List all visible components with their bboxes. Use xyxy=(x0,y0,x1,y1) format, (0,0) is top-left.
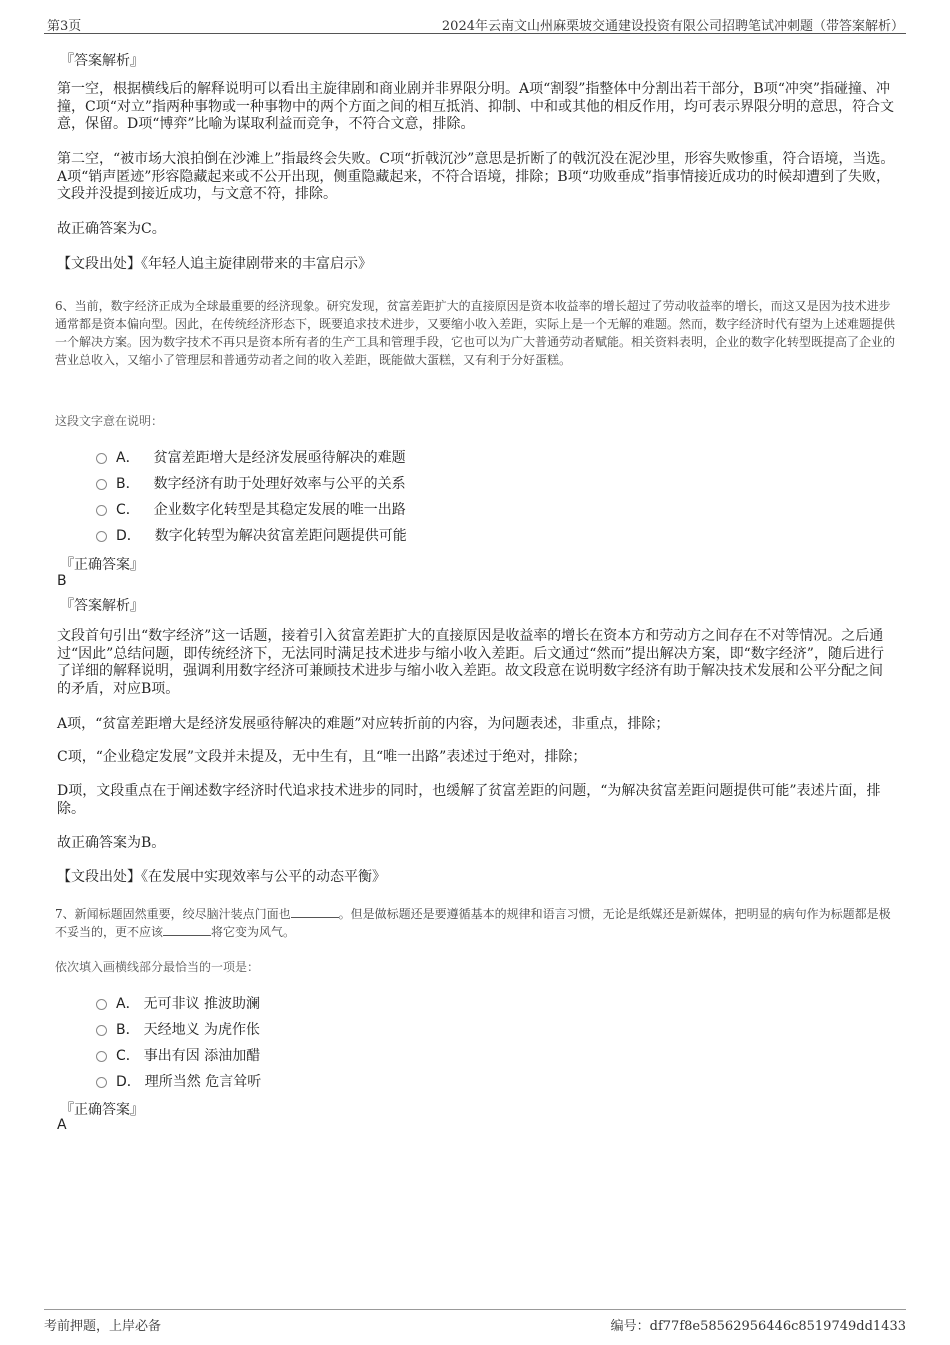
q7-answer: A xyxy=(57,1117,67,1133)
q5-conclusion: 故正确答案为C。 xyxy=(57,221,166,237)
q7-answer-label: 『正确答案』 xyxy=(60,1102,144,1118)
q7-option-b[interactable]: B． 天经地义 为虎作伥 xyxy=(96,1019,260,1039)
q6-option-c[interactable]: C． 企业数字化转型是其稳定发展的唯一出路 xyxy=(96,499,406,519)
q6-option-b[interactable]: B． 数字经济有助于处理好效率与公平的关系 xyxy=(96,473,406,493)
document-title: 2024年云南文山州麻栗坡交通建设投资有限公司招聘笔试冲刺题（带答案解析） xyxy=(441,19,904,34)
q6-question-text: 6、当前，数字经济正成为全球最重要的经济现象。研究发现，贫富差距扩大的直接原因是资本收益率的增长超过了劳动收益率的增长，而这又是因为技术进步通常都是资本偏向型。因此，在传统经济形态下，既要追求技术进步，又要缩小收入差距，实际上是一个无解的难题。然而，数字经济时代有望为上述难题提供一个解决方案。因为数字技术不再只是资本所有者的生产工具和管理手段，它也可以为广大普通劳动者赋能。相关资料表明，企业的数字化转型既提高了企业的营业总收入，又缩小了管理层和普通劳动者之间的收入差距，既能做大蛋糕，又有利于分好蛋糕。 xyxy=(55,299,896,367)
q6-analysis-option-c: C项，“企业稳定发展”文段并未提及，无中生有，且“唯一出路”表述过于绝对，排除； xyxy=(57,749,587,765)
q5-analysis-para1: 第一空，根据横线后的解释说明可以看出主旋律剧和商业剧并非界限分明。A项“割裂”指整体中分割出若干部分，B项“冲突”指碰撞、冲撞，C项“对立”指两种事物或一种事物中的两个方面之间的相互抵消、抑制、中和或其他的相反作用，均可表示界限分明的意思，符合文意，保留。D项“博弈”比喻为谋取利益而竞争，不符合文意，排除。 xyxy=(57,81,895,132)
q7-stem: 依次填入画横线部分最恰当的一项是： xyxy=(55,960,260,974)
radio-button[interactable] xyxy=(96,999,107,1010)
radio-button[interactable] xyxy=(96,505,107,516)
page-header xyxy=(44,13,906,34)
q6-source: 【文段出处】《在发展中实现效率与公平的动态平衡》 xyxy=(57,869,386,885)
q7-question-text: 7、新闻标题固然重要，绞尽脑汁装点门面也 。但是做标题还是要遵循基本的规律和语言习惯，无论是纸媒还是新媒体，把明显的病句作为标题都是极不妥当的，更不应该 将它变为风气。 xyxy=(55,907,891,939)
q6-analysis-label: 『答案解析』 xyxy=(60,598,144,614)
q5-analysis-para2: 第二空，“被市场大浪拍倒在沙滩上”指最终会失败。C项“折戟沉沙”意思是折断了的戟沉没在泥沙里，形容失败惨重，符合语境，当选。A项“销声匿迹”形容隐藏起来或不公开出现，侧重隐藏起来，不符合语境，排除；B项“功败垂成”指事情接近成功的时候却遭到了失败，文段并没提到接近成功，与文意不符，排除。 xyxy=(57,151,895,202)
page-number: 第3页 xyxy=(47,19,82,34)
q6-answer: B xyxy=(57,573,67,589)
page-footer xyxy=(44,1309,906,1340)
q6-option-a[interactable]: A． 贫富差距增大是经济发展亟待解决的难题 xyxy=(96,447,406,467)
radio-button[interactable] xyxy=(96,453,107,464)
q6-analysis-option-d: D项，文段重点在于阐述数字经济时代追求技术进步的同时，也缓解了贫富差距的问题，“为解决贫富差距问题提供可能”表述片面，排除。 xyxy=(57,783,881,817)
radio-button[interactable] xyxy=(96,479,107,490)
radio-button[interactable] xyxy=(96,1051,107,1062)
q6-answer-label: 『正确答案』 xyxy=(60,557,144,573)
q7-option-d[interactable]: D． 理所当然 危言耸听 xyxy=(96,1071,261,1091)
q6-option-d[interactable]: D． 数字化转型为解决贫富差距问题提供可能 xyxy=(96,525,407,545)
q6-stem: 这段文字意在说明： xyxy=(55,414,164,428)
q6-analysis-option-a: A项，“贫富差距增大是经济发展亟待解决的难题”对应转折前的内容，为问题表述，非重点，排除； xyxy=(57,716,670,732)
q5-source: 【文段出处】《年轻人追主旋律剧带来的丰富启示》 xyxy=(57,256,372,272)
fill-blank xyxy=(291,905,339,918)
q6-conclusion: 故正确答案为B。 xyxy=(57,835,166,851)
radio-button[interactable] xyxy=(96,531,107,542)
radio-button[interactable] xyxy=(96,1077,107,1088)
footer-slogan: 考前押题，上岸必备 xyxy=(44,1319,162,1334)
document-id: 编号：df77f8e58562956446c8519749dd1433 xyxy=(610,1319,906,1334)
q7-option-a[interactable]: A． 无可非议 推波助澜 xyxy=(96,993,260,1013)
fill-blank xyxy=(163,923,211,936)
q7-option-c[interactable]: C． 事出有因 添油加醋 xyxy=(96,1045,260,1065)
q6-analysis-para1: 文段首句引出“数字经济”这一话题，接着引入贫富差距扩大的直接原因是收益率的增长在资本方和劳动方之间存在不对等情况。之后通过“因此”总结问题，即传统经济下，无法同时满足技术进步与缩小收入差距。后文通过“然而”提出解决方案，即“数字经济”，随后进行了详细的解释说明，强调利用数字经济可兼顾技术进步与缩小收入差距。故文段意在说明数字经济有助于解决技术发展和公平分配之间的矛盾，对应B项。 xyxy=(57,628,884,697)
radio-button[interactable] xyxy=(96,1025,107,1036)
q5-analysis-label: 『答案解析』 xyxy=(60,53,144,69)
